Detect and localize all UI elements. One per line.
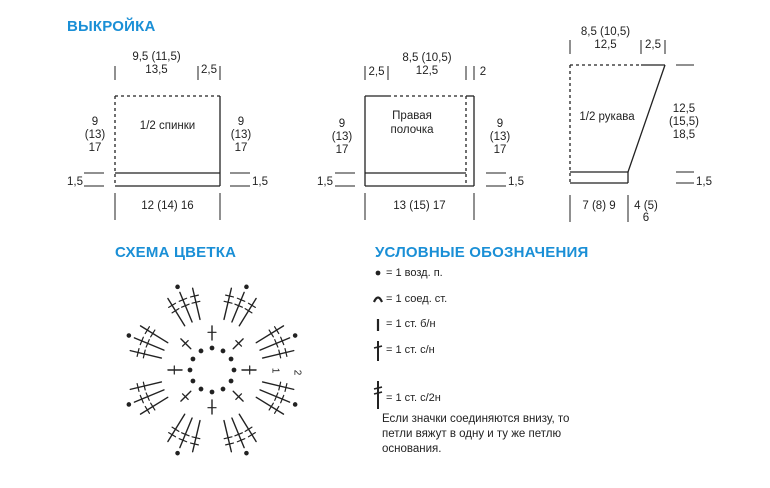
stitch-bar bbox=[248, 433, 255, 437]
front-width-top2: 12,5 bbox=[415, 65, 439, 77]
sleeve-height-3: 18,5 bbox=[672, 129, 696, 141]
chain-dot bbox=[199, 387, 202, 390]
stitch-mark bbox=[181, 339, 191, 349]
back-width-top: 9,5 (11,5) bbox=[132, 51, 181, 63]
stitch-bar bbox=[169, 303, 176, 307]
chain-dot bbox=[221, 387, 224, 390]
stitch-mark bbox=[239, 414, 256, 441]
back-label: 1/2 спинки bbox=[139, 120, 196, 132]
stitch-mark bbox=[233, 339, 243, 349]
front-height-right-3: 17 bbox=[493, 144, 507, 156]
back-bottom: 12 (14) 16 bbox=[141, 200, 194, 212]
chain-dot bbox=[229, 379, 232, 382]
front-height-left-3: 17 bbox=[335, 144, 349, 156]
dc-cross-icon bbox=[372, 340, 386, 362]
back-height-right-2: (13) bbox=[230, 129, 252, 141]
stitch-bar bbox=[169, 433, 176, 437]
chain-dot bbox=[245, 452, 248, 455]
front-neck: 2 bbox=[479, 66, 487, 78]
legend-text: = 1 возд. п. bbox=[386, 267, 443, 279]
sleeve-shoulder: 2,5 bbox=[645, 39, 661, 51]
sc-stroke-icon bbox=[372, 314, 386, 336]
sleeve-label: 1/2 рукава bbox=[579, 111, 635, 123]
legend-text: = 1 ст. с/2н bbox=[386, 392, 441, 404]
back-shoulder: 2,5 bbox=[201, 64, 217, 76]
stitch-bar bbox=[245, 427, 252, 431]
stitch-mark bbox=[256, 326, 283, 343]
stitch-mark bbox=[233, 391, 243, 401]
front-height-left-1: 9 bbox=[338, 118, 346, 130]
flower-round-2: 2 bbox=[291, 369, 303, 376]
legend-text: = 1 ст. с/н bbox=[386, 344, 435, 356]
stitch-bar bbox=[269, 403, 273, 410]
back-height-left-2: (13) bbox=[84, 129, 106, 141]
chain-dot bbox=[245, 285, 248, 288]
stitch-bar bbox=[275, 327, 279, 334]
back-rib-left: 1,5 bbox=[67, 176, 83, 188]
back-height-right-1: 9 bbox=[237, 116, 245, 128]
stitch-bar bbox=[275, 406, 279, 413]
chain-dot bbox=[191, 379, 194, 382]
chain-dot bbox=[232, 368, 235, 371]
back-rib-right: 1,5 bbox=[252, 176, 268, 188]
stitch-mark bbox=[263, 382, 294, 389]
front-bottom: 13 (15) 17 bbox=[393, 200, 446, 212]
stitch-mark bbox=[168, 299, 185, 326]
stitch-mark bbox=[256, 397, 283, 414]
front-label-2: полочка bbox=[390, 124, 434, 136]
chain-dot bbox=[127, 403, 130, 406]
back-height-left-3: 17 bbox=[88, 142, 102, 154]
stitch-bar bbox=[145, 327, 149, 334]
stitch-bar bbox=[151, 403, 155, 410]
legend-note: Если значки соединяются внизу, то петли вяжут в одну и ту же петлю основания. bbox=[382, 413, 570, 455]
back-height-right-3: 17 bbox=[234, 142, 248, 154]
sleeve-bottom-right2: 6 bbox=[642, 212, 650, 224]
stitch-bar bbox=[151, 330, 155, 337]
front-shoulder: 2,5 bbox=[368, 66, 385, 78]
chain-dot bbox=[210, 346, 213, 349]
legend-text: = 1 ст. б/н bbox=[386, 318, 436, 330]
front-height-right-1: 9 bbox=[496, 118, 504, 130]
front-width-top: 8,5 (10,5) bbox=[402, 52, 452, 64]
chain-dot bbox=[191, 357, 194, 360]
stitch-mark bbox=[141, 397, 168, 414]
front-label-1: Правая bbox=[392, 110, 432, 122]
stitch-bar bbox=[248, 303, 255, 307]
stitch-mark bbox=[239, 299, 256, 326]
pattern-title: ВЫКРОЙКА bbox=[67, 18, 156, 35]
sleeve-width-top: 8,5 (10,5) bbox=[580, 26, 631, 38]
stitch-mark bbox=[181, 391, 191, 401]
stitch-mark bbox=[130, 382, 161, 389]
back-width-top2: 13,5 bbox=[145, 64, 168, 76]
stitch-bar bbox=[269, 330, 273, 337]
slip-arc-icon bbox=[372, 289, 386, 311]
chain-dot bbox=[229, 357, 232, 360]
stitch-bar bbox=[172, 309, 179, 313]
legend-title: УСЛОВНЫЕ ОБОЗНАЧЕНИЯ bbox=[375, 244, 589, 261]
chain-dot bbox=[294, 403, 297, 406]
chain-dot bbox=[188, 368, 191, 371]
stitch-mark bbox=[130, 351, 161, 358]
front-rib-left: 1,5 bbox=[317, 176, 333, 188]
sleeve-bottom-right: 4 (5) bbox=[634, 200, 658, 212]
chain-dot bbox=[294, 334, 297, 337]
stitch-mark bbox=[141, 326, 168, 343]
stitch-mark bbox=[224, 421, 231, 452]
legend-text: = 1 соед. ст. bbox=[386, 293, 448, 305]
chain-dot-icon bbox=[372, 263, 386, 285]
stitch-mark bbox=[263, 351, 294, 358]
stitch-bar bbox=[245, 309, 252, 313]
tr-double-icon bbox=[372, 380, 386, 410]
front-height-left-2: (13) bbox=[331, 131, 353, 143]
stitch-bar bbox=[172, 427, 179, 431]
sleeve-height-2: (15,5) bbox=[668, 116, 700, 128]
back-height-left-1: 9 bbox=[91, 116, 99, 128]
flower-title: СХЕМА ЦВЕТКА bbox=[115, 244, 237, 261]
sleeve-width-top2: 12,5 bbox=[594, 39, 617, 51]
sleeve-rib-right: 1,5 bbox=[696, 176, 712, 188]
sleeve-height-1: 12,5 bbox=[672, 103, 696, 115]
stitch-mark bbox=[193, 288, 200, 319]
chain-dot bbox=[221, 349, 224, 352]
chain-dot bbox=[210, 390, 213, 393]
chain-dot bbox=[176, 452, 179, 455]
flower-round-1: 1 bbox=[269, 367, 281, 374]
front-rib-right: 1,5 bbox=[508, 176, 524, 188]
chain-dot bbox=[199, 349, 202, 352]
stitch-mark bbox=[168, 414, 185, 441]
sleeve-bottom-left: 7 (8) 9 bbox=[582, 200, 616, 212]
front-height-right-2: (13) bbox=[489, 131, 511, 143]
chain-dot bbox=[127, 334, 130, 337]
chain-dot bbox=[176, 285, 179, 288]
stitch-mark bbox=[193, 421, 200, 452]
stitch-bar bbox=[145, 406, 149, 413]
stitch-mark bbox=[224, 288, 231, 319]
